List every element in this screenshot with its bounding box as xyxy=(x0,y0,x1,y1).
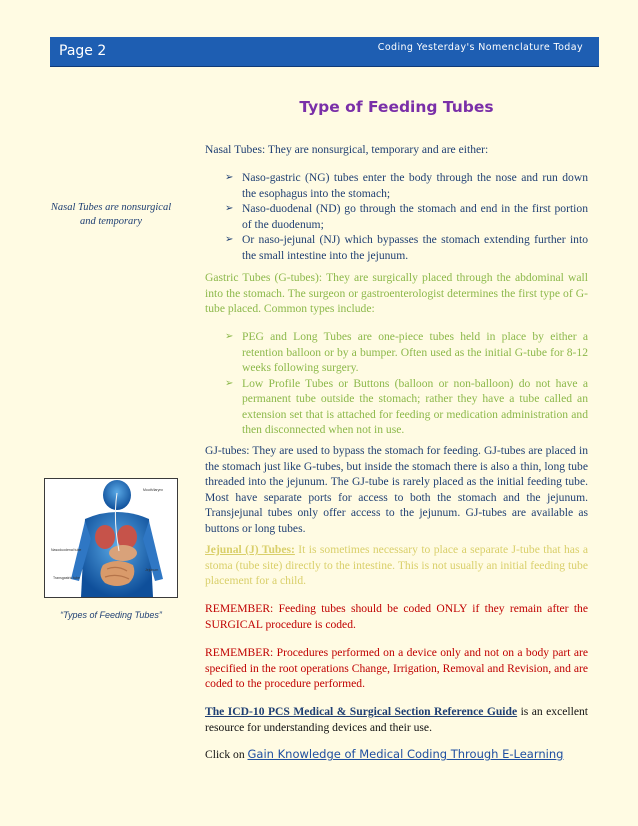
elearning-link[interactable]: Gain Knowledge of Medical Coding Through E-Learning xyxy=(247,747,564,761)
list-item: ➢ Naso-gastric (NG) tubes enter the body through the nose and run down the esophagus into the stomach; xyxy=(225,171,588,200)
click-prefix: Click on xyxy=(205,748,248,761)
arrow-bullet-icon: ➢ xyxy=(225,331,234,342)
image-label-mouth: Mouth/larynx xyxy=(143,488,164,492)
click-paragraph xyxy=(205,747,588,763)
jejunal-label: Jejunal (J) Tubes: xyxy=(205,543,295,556)
arrow-bullet-icon: ➢ xyxy=(225,377,234,389)
remember-note-1: REMEMBER: Feeding tubes should be coded ONLY if they remain after the SURGICAL procedure is coded. xyxy=(205,602,588,631)
jejunal-text: It is sometimes necessary to place a separate J-tube that has a stoma (tube site) directly to the intestine. This is not usually an initial feeding tube placement for a child. xyxy=(205,543,588,587)
anatomy-illustration xyxy=(45,479,177,597)
reference-paragraph xyxy=(205,704,588,735)
nasal-intro: Nasal Tubes: They are nonsurgical, temporary and are either: xyxy=(205,143,489,156)
remember-note-2: REMEMBER: Procedures performed on a device only and not on a body part are specified in the root operations Change, Irrigation, Removal and Revision, and are coded to the procedure performed. xyxy=(205,646,588,690)
header-subtitle: Coding Yesterday's Nomenclature Today xyxy=(377,42,583,53)
list-item: ➢ Naso-duodenal (ND) go through the stomach and end in the first portion of the duodenum; xyxy=(225,202,588,231)
feeding-tubes-image xyxy=(44,478,178,598)
nasal-list xyxy=(205,170,588,263)
reference-text: is an excellent resource for understanding devices and their use. xyxy=(205,705,588,734)
image-caption: “Types of Feeding Tubes” xyxy=(60,610,162,620)
gastric-list xyxy=(205,329,588,438)
page-title: Type of Feeding Tubes xyxy=(299,98,494,116)
image-label-jejunum: Jejunum xyxy=(145,568,159,572)
image-label-nasoduodenal: Nasoduodenal tube xyxy=(51,548,82,552)
page-header xyxy=(50,37,599,66)
image-label-transgastric: Transgastric tube xyxy=(53,576,80,580)
gj-tubes-paragraph: GJ-tubes: They are used to bypass the stomach for feeding. GJ-tubes are placed in the stomach just like G-tubes, but inside the stomach there is also a thin, long tube threaded into the jejunum. The GJ-tube is rarely placed as the initial feeding tube. Most have separate ports for access to both the stomach and the jejunum. Transjejunal tubes only offer access to the jejunum. GJ-tubes are available as buttons or long tubes. xyxy=(205,444,588,535)
reference-guide-link[interactable]: The ICD-10 PCS Medical & Surgical Section Reference Guide xyxy=(205,705,518,718)
arrow-bullet-icon: ➢ xyxy=(225,203,234,214)
page-number: Page 2 xyxy=(59,43,107,59)
arrow-bullet-icon: ➢ xyxy=(225,172,234,183)
list-item: ➢ PEG and Long Tubes are one-piece tubes held in place by either a retention balloon or by a bumper. Often used as the initial G-tube for 8-12 weeks following surgery. xyxy=(225,330,588,374)
jejunal-paragraph xyxy=(205,542,588,589)
list-item: ➢ Low Profile Tubes or Buttons (balloon or non-balloon) do not have a permanent tube outside the stomach; rather they have a tube called an extension set that is attached for feeding or medication administration and then disconnected when not in use. xyxy=(225,376,588,436)
gastric-intro: Gastric Tubes (G-tubes): They are surgically placed through the abdominal wall into the stomach. The surgeon or gastroenterologist determines the first type of G-tube placed. Common types include: xyxy=(205,271,588,315)
list-item: ➢ Or naso-jejunal (NJ) which bypasses the stomach extending further into the small intestine into the jejunum. xyxy=(225,233,588,262)
arrow-bullet-icon: ➢ xyxy=(225,234,234,245)
sidebar-note: Nasal Tubes are nonsurgical and temporary xyxy=(50,202,172,227)
